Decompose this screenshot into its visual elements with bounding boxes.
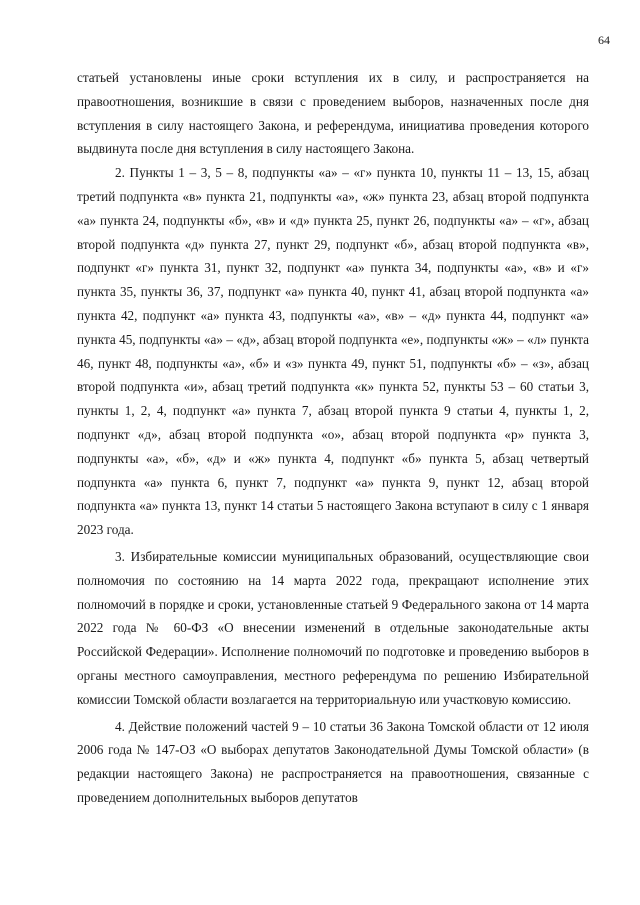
paragraph-3: 3. Избирательные комиссии муниципальных образований, осуществляющие свои полномочия по состоянию на 14 марта 2022 года, прекращают исполнение этих полномочий в порядке и сроки, установленные статьей 9 Федерального закона от 14 марта 2022 года № 60-ФЗ «О внесении изменений в отдельные законодательные акты Российской Федерации». Исполнение полномочий по подготовке и проведению выборов в органы местного самоуправления, местного референдума по решению Избирательной комиссии Томской области возлагается на территориальную или участковую комиссию. xyxy=(77,548,589,707)
paragraph-4: 4. Действие положений частей 9 – 10 статьи 36 Закона Томской области от 12 июля 2006 года № 147-ОЗ «О выборах депутатов Законодательной Думы Томской области» (в редакции настоящего Закона) не распространяется на правоотношения, связанные с проведением дополнительных выборов депутатов xyxy=(77,718,589,805)
paragraph-2: 2. Пункты 1 – 3, 5 – 8, подпункты «а» – «г» пункта 10, пункты 11 – 13, 15, абзац третий подпункта «в» пункта 21, подпункты «а», «ж» пункта 23, абзац второй подпункта «а» пункта 24, подпункты «б», «в» и «д» пункта 25, пункт 26, подпункты «а» – «г», абзац второй подпункта «д» пункта 27, пункт 29, подпункт «б», абзац второй подпункта «в», подпункт «г» пункта 31, пункт 32, подпункт «а» пункта 34, подпункты «а», «в» и «г» пункта 35, пункты 36, 37, подпункт «а» пункта 40, пункт 41, абзац второй подпункта «а» пункта 42, подпункт «а» пункта 43, подпункты «а», «в» – «д» пункта 44, подпункт «а» пункта 45, подпункты «а» – «д», абзац второй подпункта «е», подпункты «ж» – «л» пункта 46, пункт 48, подпункты «а», «б» и «з» пункта 49, пункт 51, подпункты «б» – «з», абзац второй подпункта «и», абзац третий подпункта «к» пункта 52, пункты 53 – 60 статьи 3, пункты 1, 2, 4, подпункт «а» пункта 7, абзац второй пункта 9 статьи 4, пункты 1, 2, подпункт «д», абзац второй подпункта «о», абзац второй подпункта «р» пункта 3, подпункты «а», «б», «д» и «ж» пункта 4, подпункт «б» пункта 5, абзац четвертый подпункта «а» пункта 6, пункт 7, подпункт «а» пункта 9, пункт 12, абзац второй подпункта «а» пункта 13, пункт 14 статьи 5 настоящего Закона вступают в силу с 1 января 2023 года. xyxy=(77,165,589,538)
document-body xyxy=(77,66,589,810)
page-number: 64 xyxy=(598,33,610,47)
paragraph-continuation: статьей установлены иные сроки вступления их в силу, и распространяется на правоотношения, возникшие в связи с проведением выборов, назначенных после дня вступления в силу настоящего Закона, и референдума, инициатива проведения которого выдвинута после дня вступления в силу настоящего Закона. xyxy=(77,70,589,157)
